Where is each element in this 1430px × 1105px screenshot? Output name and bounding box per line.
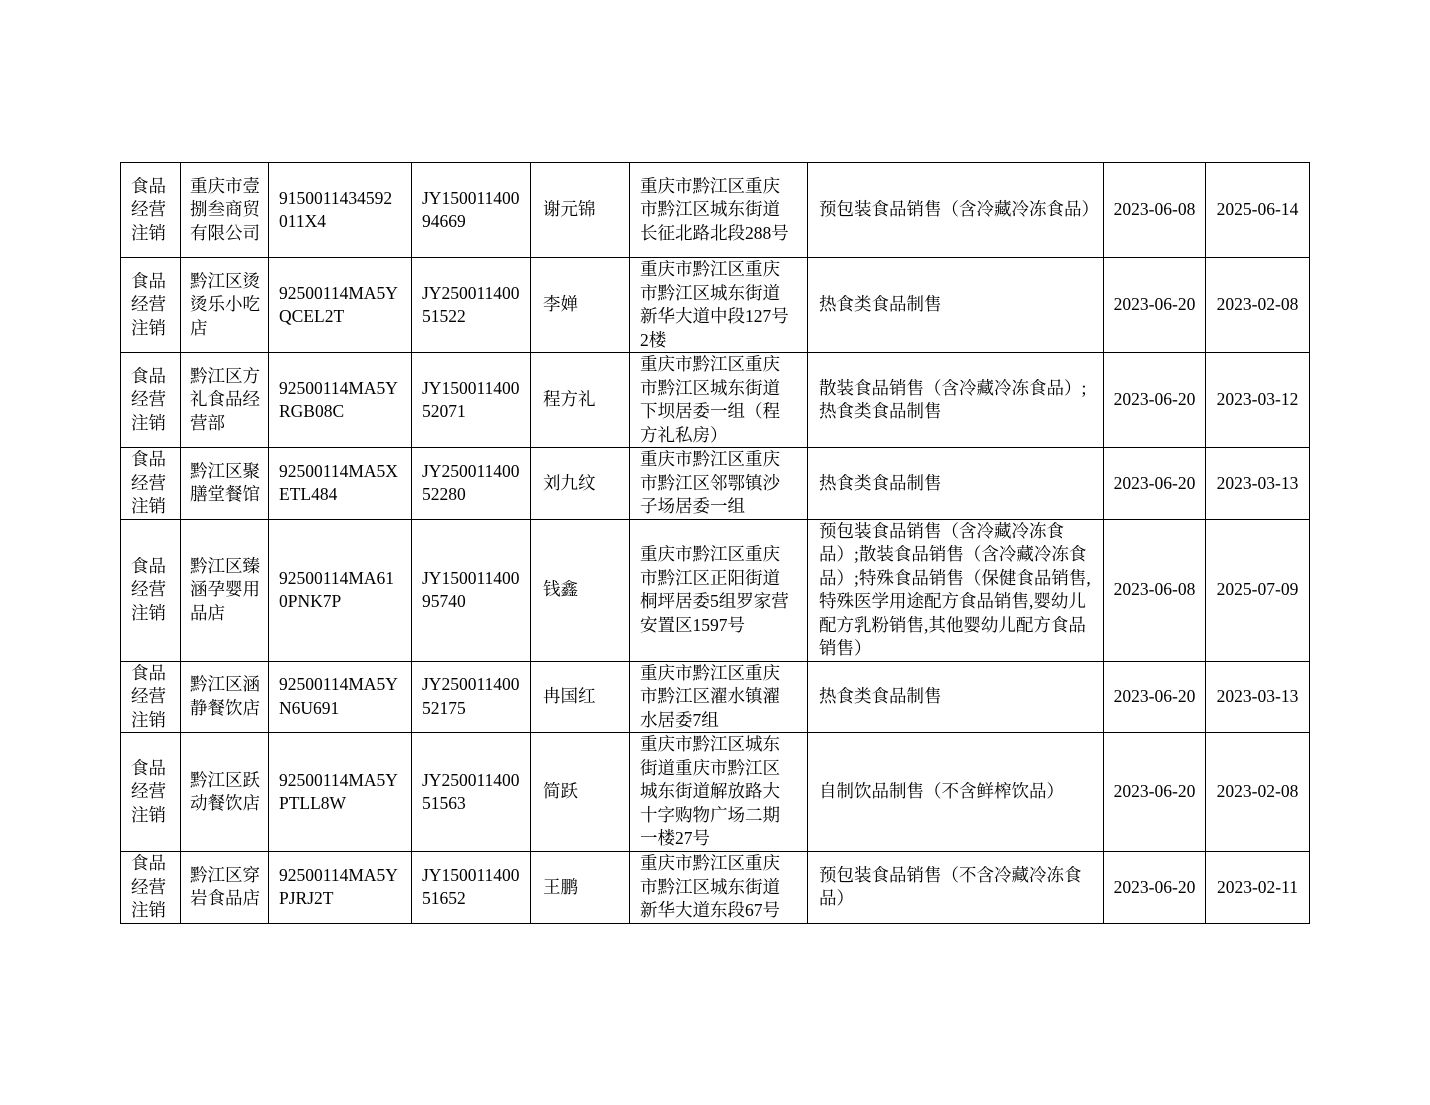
cell-date-2: 2025-06-14 [1206,163,1310,258]
cell-scope: 热食类食品制售 [808,448,1104,520]
cell-name: 重庆市壹捌叁商贸有限公司 [181,163,269,258]
cell-type: 食品经营注销 [121,448,181,520]
cell-address: 重庆市黔江区重庆市黔江区城东街道下坝居委一组（程方礼私房） [630,353,808,448]
records-table [120,162,1310,924]
cell-scope: 散装食品销售（含冷藏冷冻食品）;热食类食品制售 [808,353,1104,448]
cell-name: 黔江区烫烫乐小吃店 [181,258,269,353]
cell-address: 重庆市黔江区重庆市黔江区邻鄂镇沙子场居委一组 [630,448,808,520]
cell-license-no: JY25001140052175 [412,661,531,733]
cell-person: 刘九纹 [531,448,630,520]
table-row [121,661,1310,733]
cell-name: 黔江区穿岩食品店 [181,852,269,924]
cell-address: 重庆市黔江区重庆市黔江区城东街道新华大道东段67号 [630,852,808,924]
cell-scope: 热食类食品制售 [808,258,1104,353]
cell-credit-code: 92500114MA5YQCEL2T [269,258,412,353]
cell-date-2: 2025-07-09 [1206,519,1310,661]
cell-address: 重庆市黔江区重庆市黔江区正阳街道桐坪居委5组罗家营安置区1597号 [630,519,808,661]
cell-credit-code: 92500114MA610PNK7P [269,519,412,661]
cell-license-no: JY25001140052280 [412,448,531,520]
table-row [121,448,1310,520]
table-row [121,353,1310,448]
cell-date-2: 2023-03-12 [1206,353,1310,448]
cell-credit-code: 92500114MA5XETL484 [269,448,412,520]
cell-type: 食品经营注销 [121,163,181,258]
table-row [121,258,1310,353]
cell-date-2: 2023-03-13 [1206,661,1310,733]
cell-type: 食品经营注销 [121,353,181,448]
cell-date-1: 2023-06-20 [1104,733,1206,852]
cell-address: 重庆市黔江区城东街道重庆市黔江区城东街道解放路大十字购物广场二期一楼27号 [630,733,808,852]
cell-credit-code: 9150011434592011X4 [269,163,412,258]
cell-scope: 热食类食品制售 [808,661,1104,733]
cell-credit-code: 92500114MA5YPTLL8W [269,733,412,852]
cell-date-2: 2023-02-08 [1206,258,1310,353]
cell-license-no: JY15001140095740 [412,519,531,661]
cell-name: 黔江区聚膳堂餐馆 [181,448,269,520]
cell-date-1: 2023-06-08 [1104,163,1206,258]
cell-date-2: 2023-02-11 [1206,852,1310,924]
cell-person: 谢元锦 [531,163,630,258]
cell-scope: 预包装食品销售（含冷藏冷冻食品） [808,163,1104,258]
cell-name: 黔江区臻涵孕婴用品店 [181,519,269,661]
table-row [121,519,1310,661]
cell-date-2: 2023-03-13 [1206,448,1310,520]
cell-address: 重庆市黔江区重庆市黔江区城东街道新华大道中段127号2楼 [630,258,808,353]
table-row [121,733,1310,852]
cell-type: 食品经营注销 [121,852,181,924]
cell-address: 重庆市黔江区重庆市黔江区濯水镇濯水居委7组 [630,661,808,733]
cell-date-1: 2023-06-08 [1104,519,1206,661]
cell-scope: 预包装食品销售（含冷藏冷冻食品）;散装食品销售（含冷藏冷冻食品）;特殊食品销售（保健食品销售,特殊医学用途配方食品销售,婴幼儿配方乳粉销售,其他婴幼儿配方食品销售） [808,519,1104,661]
cell-person: 简跃 [531,733,630,852]
cell-credit-code: 92500114MA5YN6U691 [269,661,412,733]
cell-credit-code: 92500114MA5YPJRJ2T [269,852,412,924]
cell-scope: 自制饮品制售（不含鲜榨饮品） [808,733,1104,852]
cell-date-1: 2023-06-20 [1104,448,1206,520]
cell-name: 黔江区方礼食品经营部 [181,353,269,448]
table-row [121,163,1310,258]
cell-license-no: JY15001140052071 [412,353,531,448]
cell-type: 食品经营注销 [121,258,181,353]
cell-date-2: 2023-02-08 [1206,733,1310,852]
cell-credit-code: 92500114MA5YRGB08C [269,353,412,448]
cell-type: 食品经营注销 [121,733,181,852]
cell-date-1: 2023-06-20 [1104,258,1206,353]
cell-license-no: JY25001140051563 [412,733,531,852]
cell-person: 王鹏 [531,852,630,924]
cell-date-1: 2023-06-20 [1104,661,1206,733]
cell-person: 李婵 [531,258,630,353]
cell-person: 冉国红 [531,661,630,733]
cell-date-1: 2023-06-20 [1104,852,1206,924]
cell-name: 黔江区涵静餐饮店 [181,661,269,733]
cell-date-1: 2023-06-20 [1104,353,1206,448]
cell-person: 程方礼 [531,353,630,448]
cell-name: 黔江区跃动餐饮店 [181,733,269,852]
cell-license-no: JY25001140051522 [412,258,531,353]
cell-scope: 预包装食品销售（不含冷藏冷冻食品） [808,852,1104,924]
table-row [121,852,1310,924]
cell-type: 食品经营注销 [121,661,181,733]
records-table-body [121,163,1310,924]
cell-license-no: JY15001140051652 [412,852,531,924]
cell-license-no: JY15001140094669 [412,163,531,258]
cell-address: 重庆市黔江区重庆市黔江区城东街道长征北路北段288号 [630,163,808,258]
cell-person: 钱鑫 [531,519,630,661]
cell-type: 食品经营注销 [121,519,181,661]
